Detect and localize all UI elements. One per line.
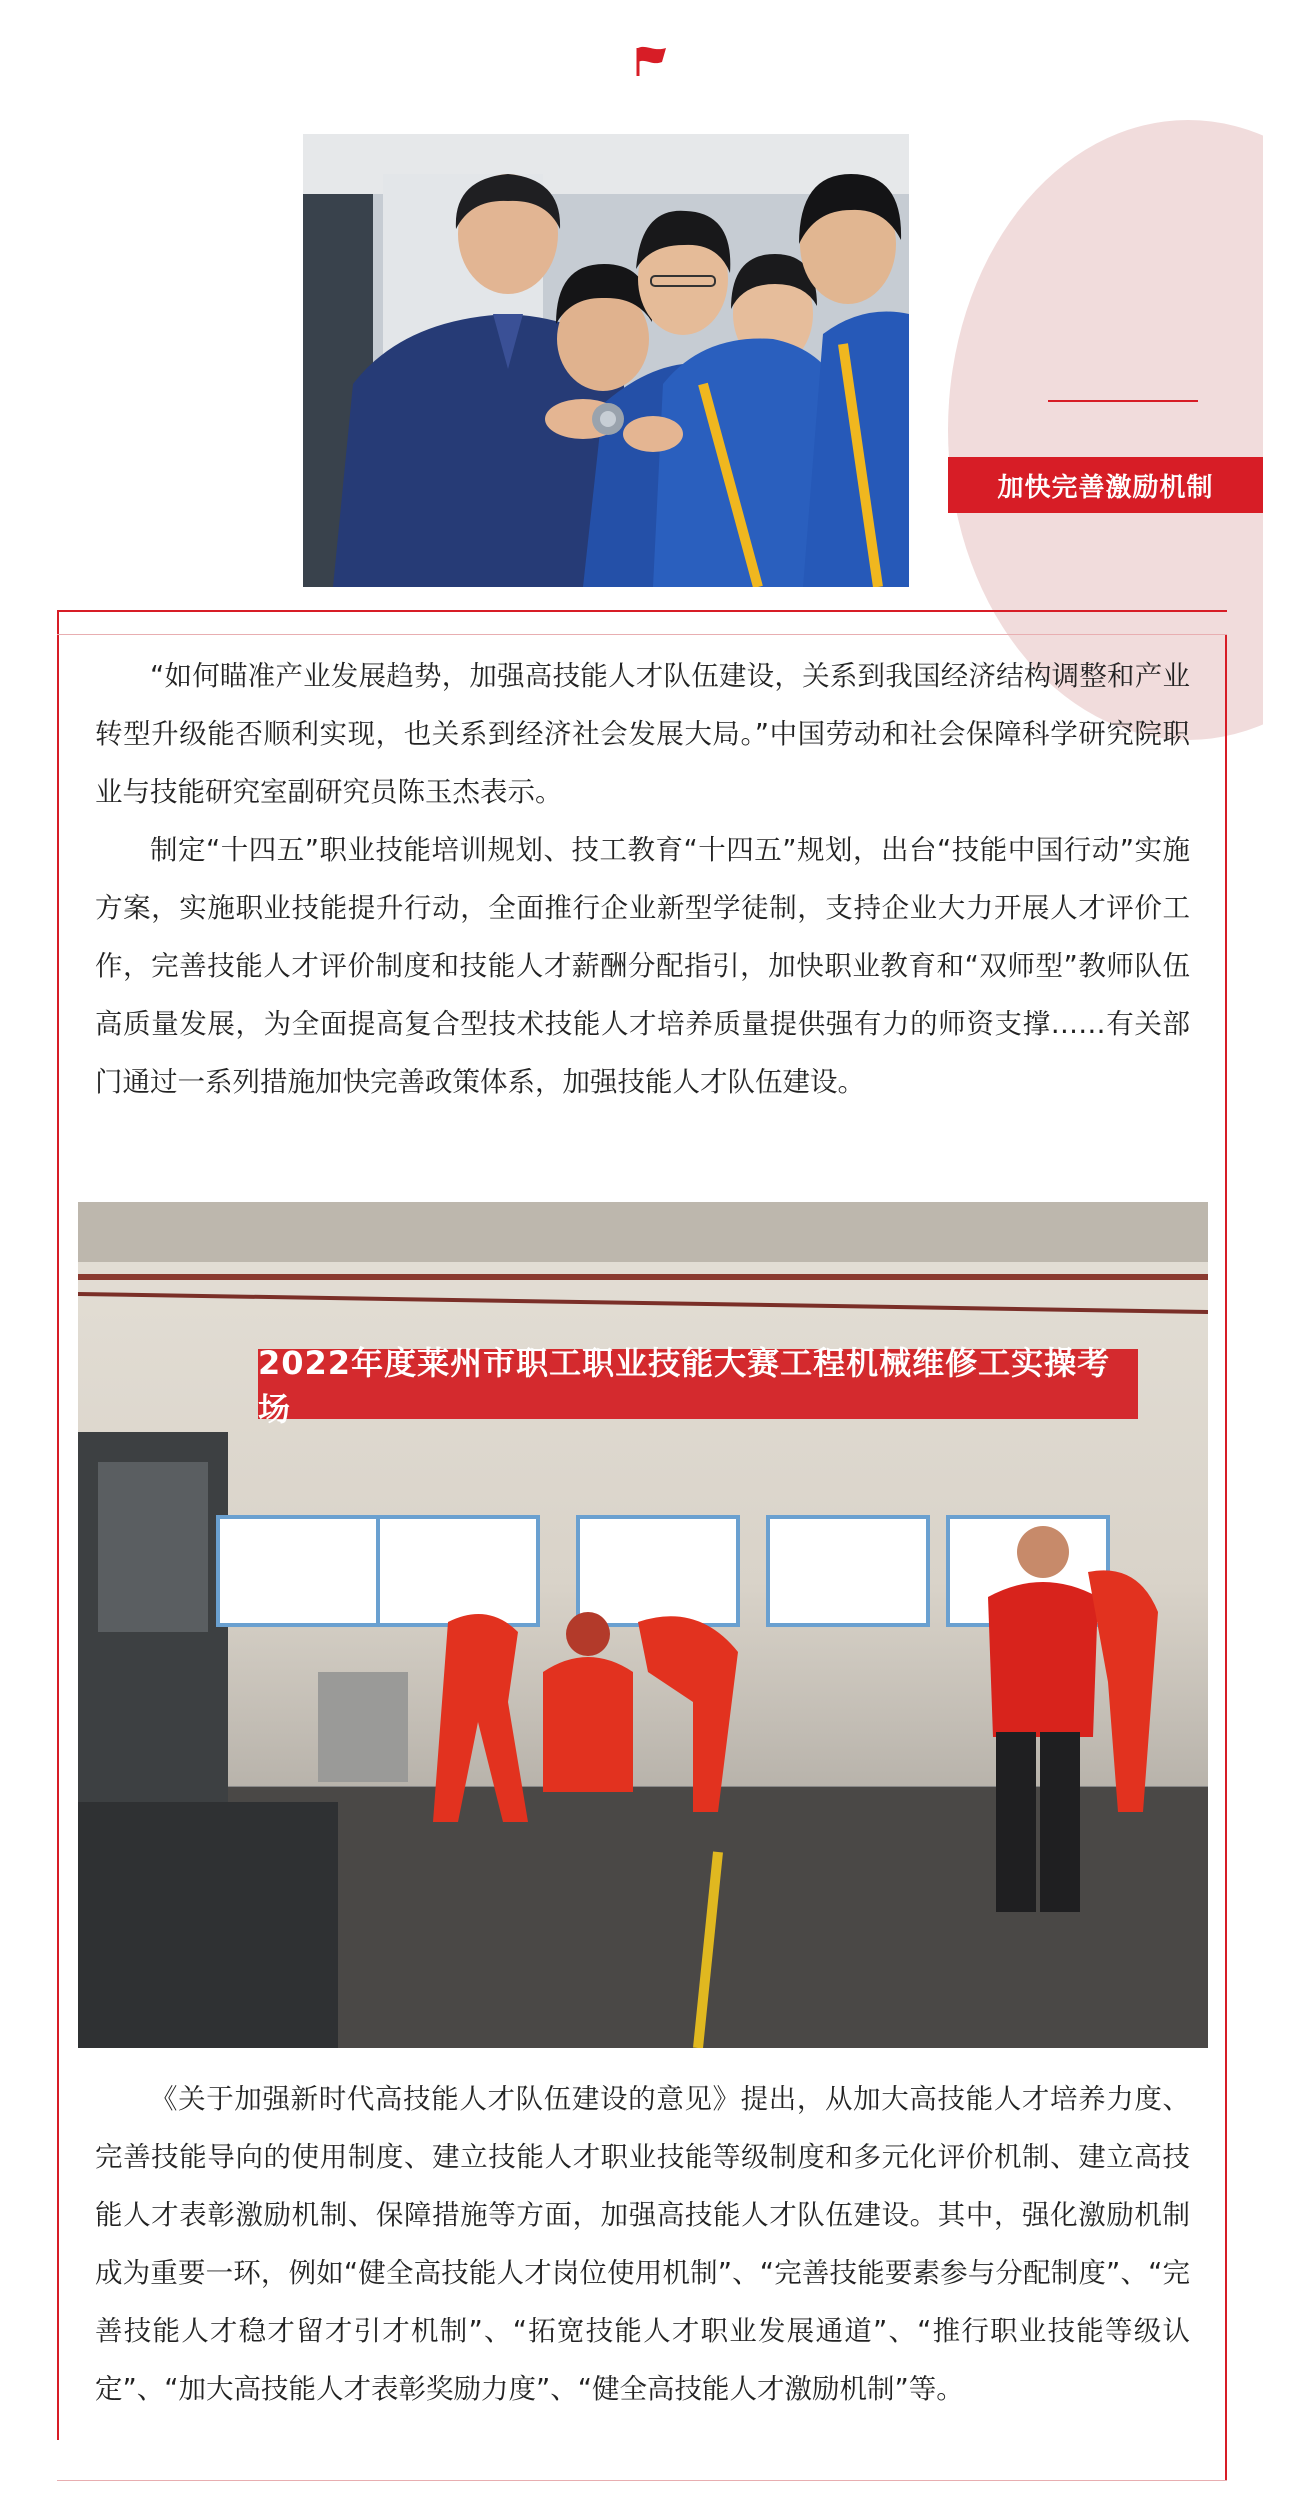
frame-inner-line	[57, 634, 1227, 635]
competition-photo	[78, 1202, 1208, 2048]
training-photo	[303, 134, 909, 587]
paragraph: 制定“十四五”职业技能培训规划、技工教育“十四五”规划，出台“技能中国行动”实施方案，实施职业技能提升行动，全面推行企业新型学徒制，支持企业大力开展人才评价工作，完善技能人才评价制度和技能人才薪酬分配指引，加快职业教育和“双师型”教师队伍高质量发展，为全面提高复合型技术技能人才培养质量提供强有力的师资支撑……有关部门通过一系列措施加快完善政策体系，加强技能人才队伍建设。	[95, 834, 1190, 1098]
paragraph: 《关于加强新时代高技能人才队伍建设的意见》提出，从加大高技能人才培养力度、完善技能导向的使用制度、建立技能人才职业技能等级制度和多元化评价机制、建立高技能人才表彰激励机制、保障措施等方面，加强高技能人才队伍建设。其中，强化激励机制成为重要一环，例如“健全高技能人才岗位使用机制”、“完善技能要素参与分配制度”、“完善技能人才稳才留才引才机制”、“拓宽技能人才职业发展通道”、“推行职业技能等级认定”、“加大高技能人才表彰奖励力度”、“健全高技能人才激励机制”等。	[95, 2083, 1190, 2405]
frame-right-border	[1225, 634, 1227, 2480]
frame-top-border	[57, 610, 1227, 612]
red-flag-icon	[632, 42, 672, 82]
paragraph: “如何瞄准产业发展趋势，加强高技能人才队伍建设，关系到我国经济结构调整和产业转型升级能否顺利实现，也关系到经济社会发展大局。”中国劳动和社会保障科学研究院职业与技能研究室副研究员陈玉杰表示。	[95, 660, 1190, 808]
article-text-bottom	[95, 2070, 1190, 2418]
competition-banner: 2022年度莱州市职工职业技能大赛工程机械维修工实操考场	[258, 1349, 1138, 1419]
decorative-line	[1048, 400, 1198, 402]
section-label: 加快完善激励机制	[948, 457, 1263, 513]
frame-bottom-border	[57, 2480, 1227, 2481]
article-text-top	[95, 647, 1190, 1111]
frame-left-border	[57, 610, 59, 2440]
